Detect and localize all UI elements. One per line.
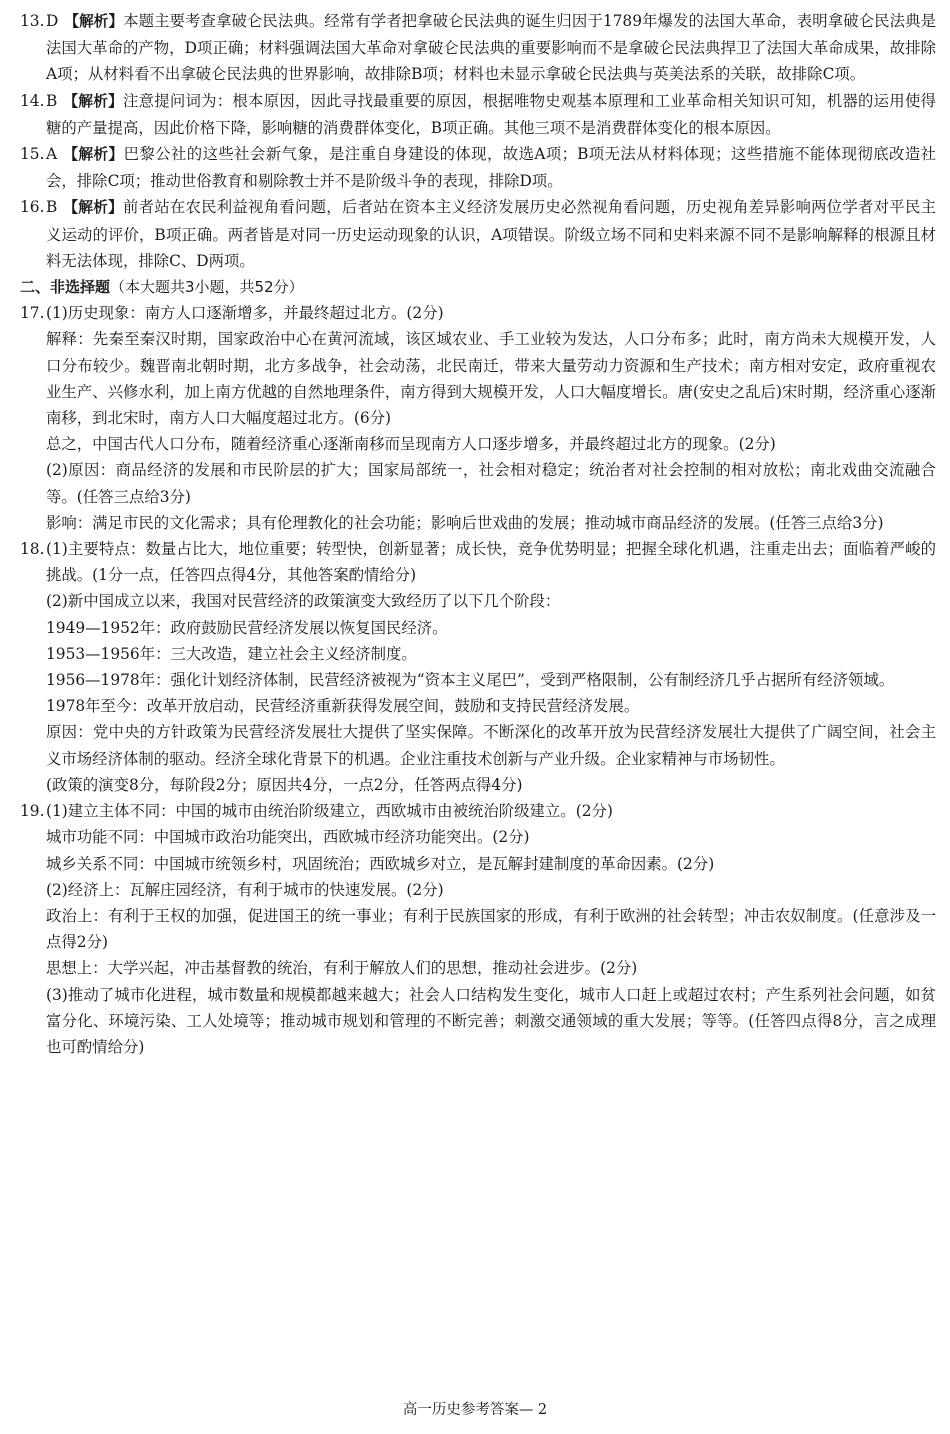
answer-paragraph: 解释：先秦至秦汉时期，国家政治中心在黄河流域，该区域农业、手工业较为发达，人口分布多；此时，南方尚未大规模开发，人口分布较少。魏晋南北朝时期，北方多战争，社会动荡，北民南迁，带来大量劳动力资源和生产技术；南方相对安定，政府重视农业生产、兴修水利，加上南方优越的自然地理条件，南方得到大规模开发，人口大幅度增长。唐(安史之乱后)宋时期，经济重心逐渐南移，到北宋时，南方人口大幅度超过北方。(6分)	[46, 330, 936, 428]
question-19	[20, 798, 936, 1060]
answer-paragraph: (2)新中国成立以来，我国对民营经济的政策演变大致经历了以下几个阶段：	[46, 592, 561, 611]
section-title: 二、非选择题	[20, 278, 111, 297]
answer-letter: B	[46, 91, 58, 110]
analysis-text: 巴黎公社的这些社会新气象，是注重自身建设的体现，故选A项；B项无法从材料体现；这些措施不能体现彻底改造社会，排除C项；推动世俗教育和剔除教士并不是阶级斗争的表现，排除D项。	[46, 145, 936, 191]
answer-paragraph: 1949—1952年：政府鼓励民营经济发展以恢复国民经济。	[46, 618, 448, 637]
page-footer: 高一历史参考答案— 2	[402, 1402, 548, 1418]
mc-item-13	[20, 8, 936, 88]
answer-paragraph: (政策的演变8分，每阶段2分；原因共4分，一点2分，任答两点得4分)	[46, 775, 523, 794]
answer-paragraph: (1)历史现象：南方人口逐渐增多，并最终超过北方。(2分)	[46, 304, 444, 323]
mc-item-14	[20, 88, 936, 141]
question-18	[20, 536, 936, 798]
mc-item-15	[20, 141, 936, 194]
answer-page	[20, 8, 936, 1060]
answer-paragraph: 思想上：大学兴起，冲击基督教的统治，有利于解放人们的思想，推动社会进步。(2分)	[46, 959, 638, 978]
question-number: 13.	[20, 12, 45, 30]
analysis-tag: 【解析】	[63, 199, 123, 217]
question-17	[20, 300, 936, 536]
question-number: 17.	[20, 304, 45, 323]
question-number: 19.	[20, 802, 45, 821]
question-number: 18.	[20, 540, 45, 559]
answer-paragraph: 1956—1978年：强化计划经济体制，民营经济被视为“资本主义尾巴”，受到严格限制，公有制经济几乎占据所有经济领域。	[46, 671, 895, 690]
analysis-text: 本题主要考查拿破仑民法典。经常有学者把拿破仑民法典的诞生归因于1789年爆发的法国大革命，表明拿破仑民法典是法国大革命的产物，D项正确；材料强调法国大革命对拿破仑民法典的重要影响而不是拿破仑民法典捍卫了法国大革命成果，故排除A项；从材料看不出拿破仑民法典的世界影响，故排除B项；材料也未显示拿破仑民法典与英美法系的关联，故排除C项。	[46, 12, 936, 84]
answer-letter: D	[46, 12, 59, 30]
analysis-tag: 【解析】	[64, 13, 124, 30]
analysis-tag: 【解析】	[63, 92, 123, 110]
answer-paragraph: (1)建立主体不同：中国的城市由统治阶级建立，西欧城市由被统治阶级建立。(2分)	[46, 802, 613, 821]
answer-paragraph: 1978年至今：改革开放启动，民营经济重新获得发展空间，鼓励和支持民营经济发展。	[46, 697, 640, 716]
answer-paragraph: 城乡关系不同：中国城市统领乡村，巩固统治；西欧城乡对立，是瓦解封建制度的革命因素。(2分)	[46, 854, 715, 873]
answer-paragraph: (3)推动了城市化进程，城市数量和规模都越来越大；社会人口结构发生变化，城市人口赶上或超过农村；产生系列社会问题，如贫富分化、环境污染、工人处境等；推动城市规划和管理的不断完善；刺激交通领域的重大发展；等等。(任答四点得8分，言之成理也可酌情给分)	[46, 985, 936, 1056]
answer-paragraph: 政治上：有利于王权的加强，促进国王的统一事业；有利于民族国家的形成，有利于欧洲的社会转型；冲击农奴制度。(任意涉及一点得2分)	[46, 906, 936, 952]
answer-paragraph: 原因：党中央的方针政策为民营经济发展壮大提供了坚实保障。不断深化的改革开放为民营经济发展壮大提供了广阔空间，社会主义市场经济体制的驱动。经济全球化背景下的机遇。企业注重技术创新与产业升级。企业家精神与市场韧性。	[46, 723, 936, 768]
answer-paragraph: (2)经济上：瓦解庄园经济，有利于城市的快速发展。(2分)	[46, 880, 444, 899]
section-heading	[20, 274, 936, 300]
question-number: 16.	[20, 198, 45, 217]
mc-item-16	[20, 194, 936, 274]
analysis-text: 前者站在农民利益视角看问题，后者站在资本主义经济发展历史必然视角看问题，历史视角差异影响两位学者对平民主义运动的评价，B项正确。两者皆是对同一历史运动现象的认识，A项错误。阶级立场不同和史料来源不同不是影响解释的根源且材料无法体现，排除C、D两项。	[46, 198, 936, 270]
answer-paragraph: (1)主要特点：数量占比大，地位重要；转型快，创新显著；成长快，竞争优势明显；把握全球化机遇，注重走出去；面临着严峻的挑战。(1分一点，任答四点得4分，其他答案酌情给分)	[46, 540, 936, 585]
answer-letter: A	[46, 145, 58, 164]
section-note: （本大题共3小题，共52分）	[110, 278, 304, 297]
analysis-tag: 【解析】	[63, 146, 124, 164]
answer-letter: B	[46, 198, 58, 217]
answer-paragraph: (2)原因：商品经济的发展和市民阶层的扩大；国家局部统一，社会相对稳定；统治者对社会控制的相对放松；南北戏曲交流融合等。(任答三点给3分)	[46, 461, 936, 506]
analysis-text: 注意提问词为：根本原因，因此寻找最重要的原因，根据唯物史观基本原理和工业革命相关知识可知，机器的运用使得糖的产量提高，因此价格下降，影响糖的消费群体变化，B项正确。其他三项不是消费群体变化的根本原因。	[46, 91, 936, 137]
question-number: 15.	[20, 145, 45, 164]
answer-paragraph: 影响：满足市民的文化需求；具有伦理教化的社会功能；影响后世戏曲的发展；推动城市商品经济的发展。(任答三点给3分)	[46, 513, 884, 532]
answer-paragraph: 总之，中国古代人口分布，随着经济重心逐渐南移而呈现南方人口逐步增多，并最终超过北方的现象。(2分)	[46, 435, 776, 454]
answer-paragraph: 1953—1956年：三大改造，建立社会主义经济制度。	[46, 644, 417, 663]
answer-paragraph: 城市功能不同：中国城市政治功能突出，西欧城市经济功能突出。(2分)	[46, 828, 530, 847]
question-number: 14.	[20, 91, 45, 110]
